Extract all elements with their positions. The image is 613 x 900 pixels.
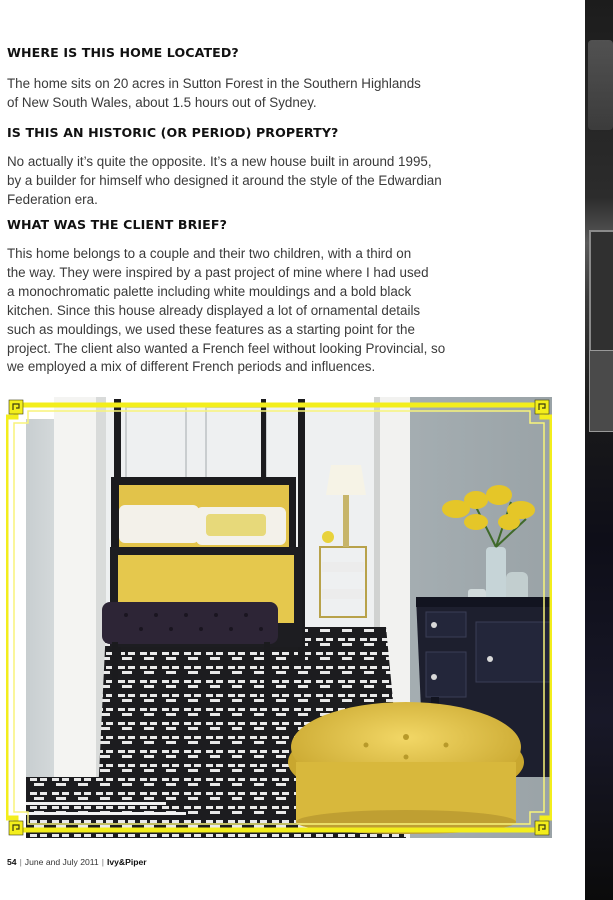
paragraph-location [7, 75, 540, 113]
lamp-shape [588, 40, 613, 130]
page-footer [7, 857, 147, 867]
text-line: project. The client also wanted a French feel without looking Provincial, so [7, 340, 446, 356]
text-line: we employed a mix of different French periods and influences. [7, 359, 376, 375]
magazine-brand: Ivy&Piper [106, 857, 147, 867]
text-line: the way. They were inspired by a past project of mine where I had used [7, 264, 429, 280]
bedroom-photo-illustration [6, 397, 552, 838]
bedroom-photo [6, 397, 552, 838]
adjacent-page-photo-edge [585, 0, 613, 900]
picture-frame-shape [589, 350, 613, 432]
text-line: This home belongs to a couple and their two children, with a third on [7, 246, 412, 261]
footer-separator: | [101, 857, 104, 867]
issue-date: June and July 2011 [24, 857, 99, 867]
text-line: The home sits on 20 acres in Sutton Forest in the Southern Highlands [7, 76, 421, 91]
heading-client-brief: WHAT WAS THE CLIENT BRIEF? [7, 217, 227, 232]
text-line: by a builder for himself who designed it around the style of the Edwardian [7, 172, 442, 188]
page-number: 54 [7, 857, 17, 867]
footer-separator: | [19, 857, 22, 867]
heading-historic: IS THIS AN HISTORIC (OR PERIOD) PROPERTY? [7, 125, 339, 140]
text-line: kitchen. Since this house already displayed a lot of ornamental details [7, 302, 421, 318]
paragraph-historic [7, 153, 540, 210]
text-line: a monochromatic palette including white mouldings and a bold black [7, 283, 412, 299]
text-line: such as mouldings, we used these features as a starting point for the [7, 321, 415, 337]
heading-location: WHERE IS THIS HOME LOCATED? [7, 45, 239, 60]
text-line: of New South Wales, about 1.5 hours out of Sydney. [7, 94, 317, 110]
text-line: Federation era. [7, 191, 98, 207]
paragraph-client-brief [7, 245, 540, 377]
text-line: No actually it’s quite the opposite. It’s a new house built in around 1995, [7, 154, 432, 169]
